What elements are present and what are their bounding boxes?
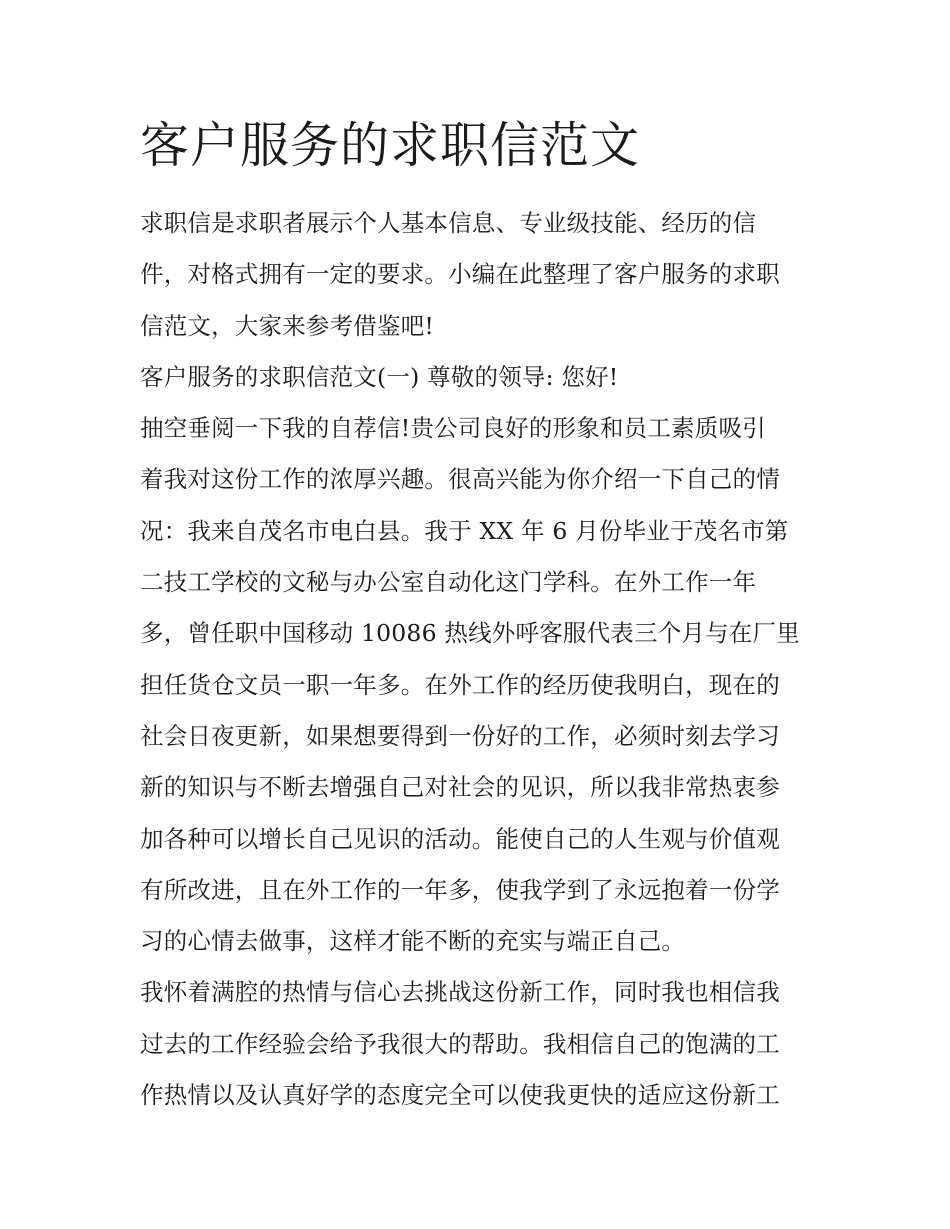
document-title: 客户服务的求职信范文 [140, 117, 641, 174]
text-line: 习的心情去做事，这样才能不断的充实与端正自己。 [140, 927, 686, 956]
text-line: 客户服务的求职信范文(一) 尊敬的领导: 您好! [140, 362, 619, 391]
text-line: 新的知识与不断去增强自己对社会的见识，所以我非常热衷参 [140, 773, 780, 802]
text-line: 抽空垂阅一下我的自荐信!贵公司良好的形象和员工素质吸引 [140, 414, 766, 443]
text-line: 我怀着满腔的热情与信心去挑战这份新工作，同时我也相信我 [140, 978, 780, 1007]
text-line: 信范文，大家来参考借鉴吧! [140, 311, 435, 340]
text-line: 加各种可以增长自己见识的活动。能使自己的人生观与价值观 [140, 824, 780, 853]
text-line: 社会日夜更新，如果想要得到一份好的工作，必须时刻去学习 [140, 721, 780, 750]
text-line: 担任货仓文员一职一年多。在外工作的经历使我明白，现在的 [140, 670, 780, 699]
text-line: 求职信是求职者展示个人基本信息、专业级技能、经历的信 [140, 209, 757, 237]
text-line: 多，曾任职中国移动 10086 热线外呼客服代表三个月与在厂里 [140, 619, 800, 648]
text-line: 况：我来自茂名市电白县。我于 XX 年 6 月份毕业于茂名市第 [140, 516, 789, 545]
text-line: 二技工学校的文秘与办公室自动化这门学科。在外工作一年 [140, 568, 757, 597]
text-line: 着我对这份工作的浓厚兴趣。很高兴能为你介绍一下自己的情 [140, 465, 780, 494]
text-line: 有所改进，且在外工作的一年多，使我学到了永远抱着一份学 [140, 875, 780, 904]
text-line: 作热情以及认真好学的态度完全可以使我更快的适应这份新工 [140, 1081, 780, 1110]
text-line: 件，对格式拥有一定的要求。小编在此整理了客户服务的求职 [140, 260, 780, 289]
text-line: 过去的工作经验会给予我很大的帮助。我相信自己的饱满的工 [140, 1029, 780, 1058]
document-body [140, 198, 812, 1121]
